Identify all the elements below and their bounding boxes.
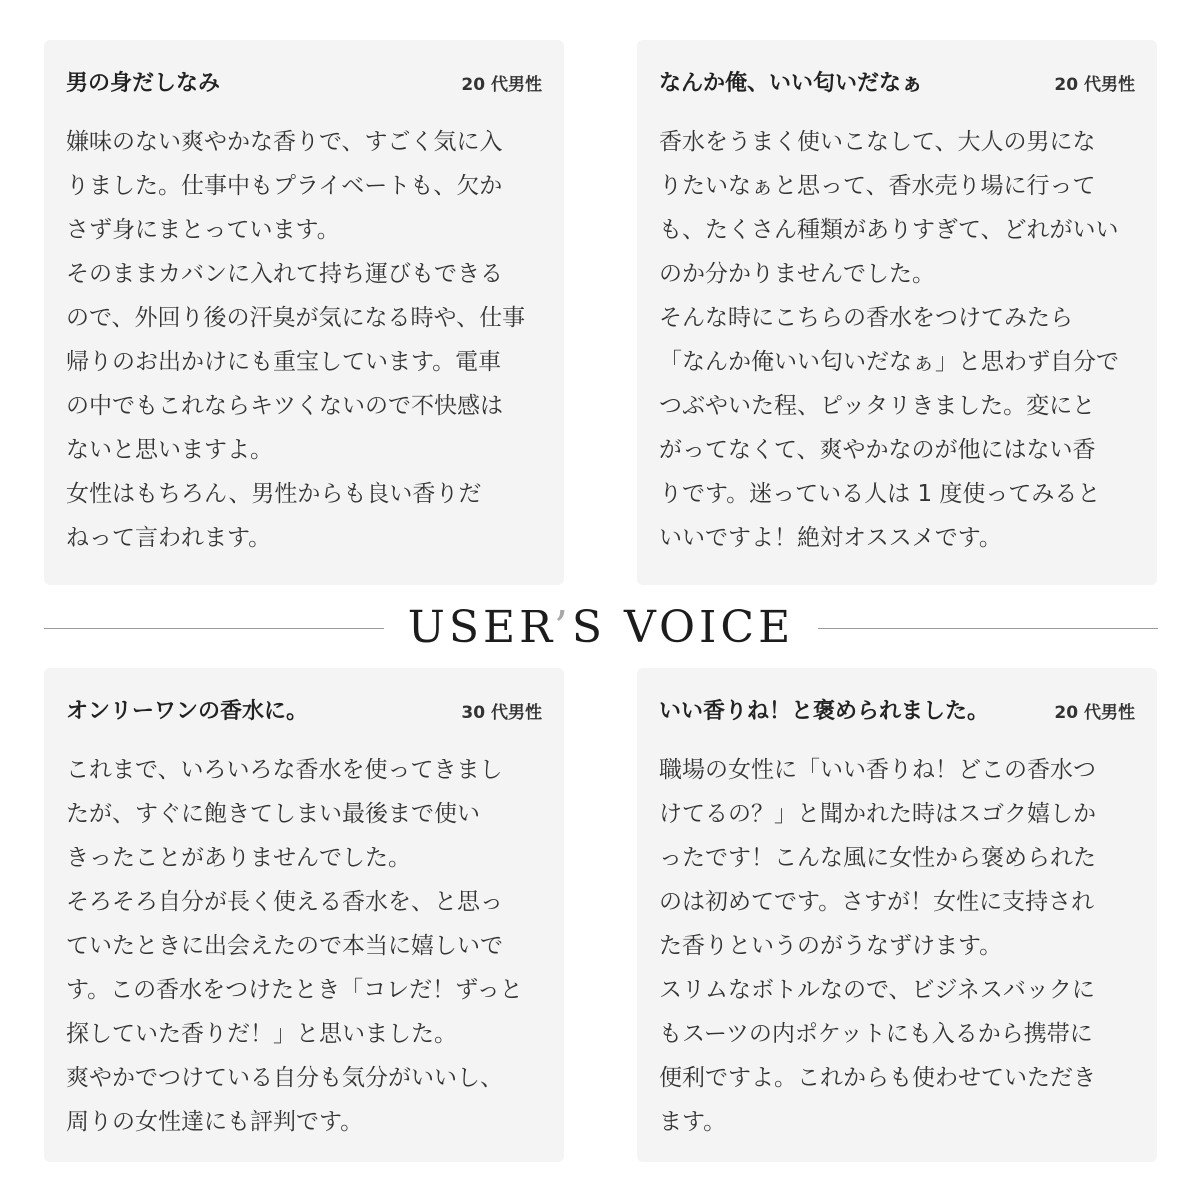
review-text xyxy=(659,120,1135,560)
review-line: も、たくさん種類がありすぎて、どれがいい xyxy=(659,217,1119,243)
review-header xyxy=(659,66,1135,106)
review-text xyxy=(659,748,1135,1144)
review-title: なんか俺、いい匂いだなぁ xyxy=(659,71,924,96)
review-line: スリムなボトルなので、ビジネスバックに xyxy=(659,977,1095,1003)
review-line: りたいなぁと思って、香水売り場に行って xyxy=(659,173,1096,199)
review-line: 探していた香りだ！」と思いました。 xyxy=(66,1021,457,1047)
review-line: 便利ですよ。これからも使わせていただき xyxy=(659,1065,1096,1091)
review-card xyxy=(44,668,564,1162)
review-line: たが、すぐに飽きてしまい最後まで使い xyxy=(66,801,480,827)
review-line: りました。仕事中もプライベートも、欠か xyxy=(66,173,503,199)
review-line: がってなくて、爽やかなのが他にはない香 xyxy=(659,437,1096,463)
review-header xyxy=(66,694,542,734)
review-header xyxy=(66,66,542,106)
review-card xyxy=(44,40,564,585)
review-header xyxy=(659,694,1135,734)
section-heading xyxy=(384,600,818,656)
review-line: 職場の女性に「いい香りね！どこの香水つ xyxy=(659,757,1096,783)
reviewer-age: 20 代男性 xyxy=(1054,703,1135,723)
review-card xyxy=(637,40,1157,585)
review-line: これまで、いろいろな香水を使ってきまし xyxy=(66,757,503,783)
review-line: きったことがありませんでした。 xyxy=(66,845,411,871)
heading-apostrophe: ’ xyxy=(553,602,572,653)
review-line: 嫌味のない爽やかな香りで、すごく気に入 xyxy=(66,129,503,155)
review-line: 女性はもちろん、男性からも良い香りだ xyxy=(66,481,482,507)
review-line: ないと思いますよ。 xyxy=(66,437,273,463)
review-card xyxy=(637,668,1157,1162)
review-title: オンリーワンの香水に。 xyxy=(66,699,309,724)
review-line: いいですよ！絶対オススメです。 xyxy=(659,525,1002,551)
review-title: いい香りね！と褒められました。 xyxy=(659,699,990,724)
review-line: 帰りのお出かけにも重宝しています。電車 xyxy=(66,349,502,375)
review-line: けてるの？」と聞かれた時はスゴク嬉しか xyxy=(659,801,1096,827)
review-line: 爽やかでつけている自分も気分がいいし、 xyxy=(66,1065,503,1091)
review-line: さず身にまとっています。 xyxy=(66,217,340,243)
reviewer-age: 30 代男性 xyxy=(461,703,542,723)
divider-line-right xyxy=(818,628,1158,629)
reviewer-age: 20 代男性 xyxy=(1054,75,1135,95)
review-title: 男の身だしなみ xyxy=(66,71,221,96)
heading-part-2: S VOICE xyxy=(571,602,795,653)
review-line: の中でもこれならキツくないので不快感は xyxy=(66,393,503,419)
review-line: そのままカバンに入れて持ち運びもできる xyxy=(66,261,503,287)
review-line: ったです！こんな風に女性から褒められた xyxy=(659,845,1096,871)
review-line: りです。迷っている人は 1 度使ってみると xyxy=(659,481,1101,507)
review-line: 香水をうまく使いこなして、大人の男にな xyxy=(659,129,1096,155)
review-line: そろそろ自分が長く使える香水を、と思っ xyxy=(66,889,503,915)
review-text xyxy=(66,748,542,1144)
review-line: つぶやいた程、ピッタリきました。変にと xyxy=(659,393,1096,419)
review-line: ので、外回り後の汗臭が気になる時や、仕事 xyxy=(66,305,526,331)
review-text xyxy=(66,120,542,560)
review-line: のか分かりませんでした。 xyxy=(659,261,935,287)
review-line: そんな時にこちらの香水をつけてみたら xyxy=(659,305,1073,331)
review-line: 周りの女性達にも評判です。 xyxy=(66,1109,364,1135)
review-line: ます。 xyxy=(659,1109,727,1135)
review-line: ていたときに出会えたので本当に嬉しいで xyxy=(66,933,503,959)
reviewer-age: 20 代男性 xyxy=(461,75,542,95)
divider-line-left xyxy=(44,628,384,629)
review-line: ねって言われます。 xyxy=(66,525,272,551)
review-line: た香りというのがうなずけます。 xyxy=(659,933,1003,959)
heading-part-1: USER xyxy=(407,602,554,653)
review-line: もスーツの内ポケットにも入るから携帯に xyxy=(659,1021,1093,1047)
review-line: 「なんか俺いい匂いだなぁ」と思わず自分で xyxy=(659,349,1119,375)
review-line: のは初めてです。さすが！女性に支持され xyxy=(659,889,1095,915)
review-line: す。この香水をつけたとき「コレだ！ずっと xyxy=(66,977,523,1003)
